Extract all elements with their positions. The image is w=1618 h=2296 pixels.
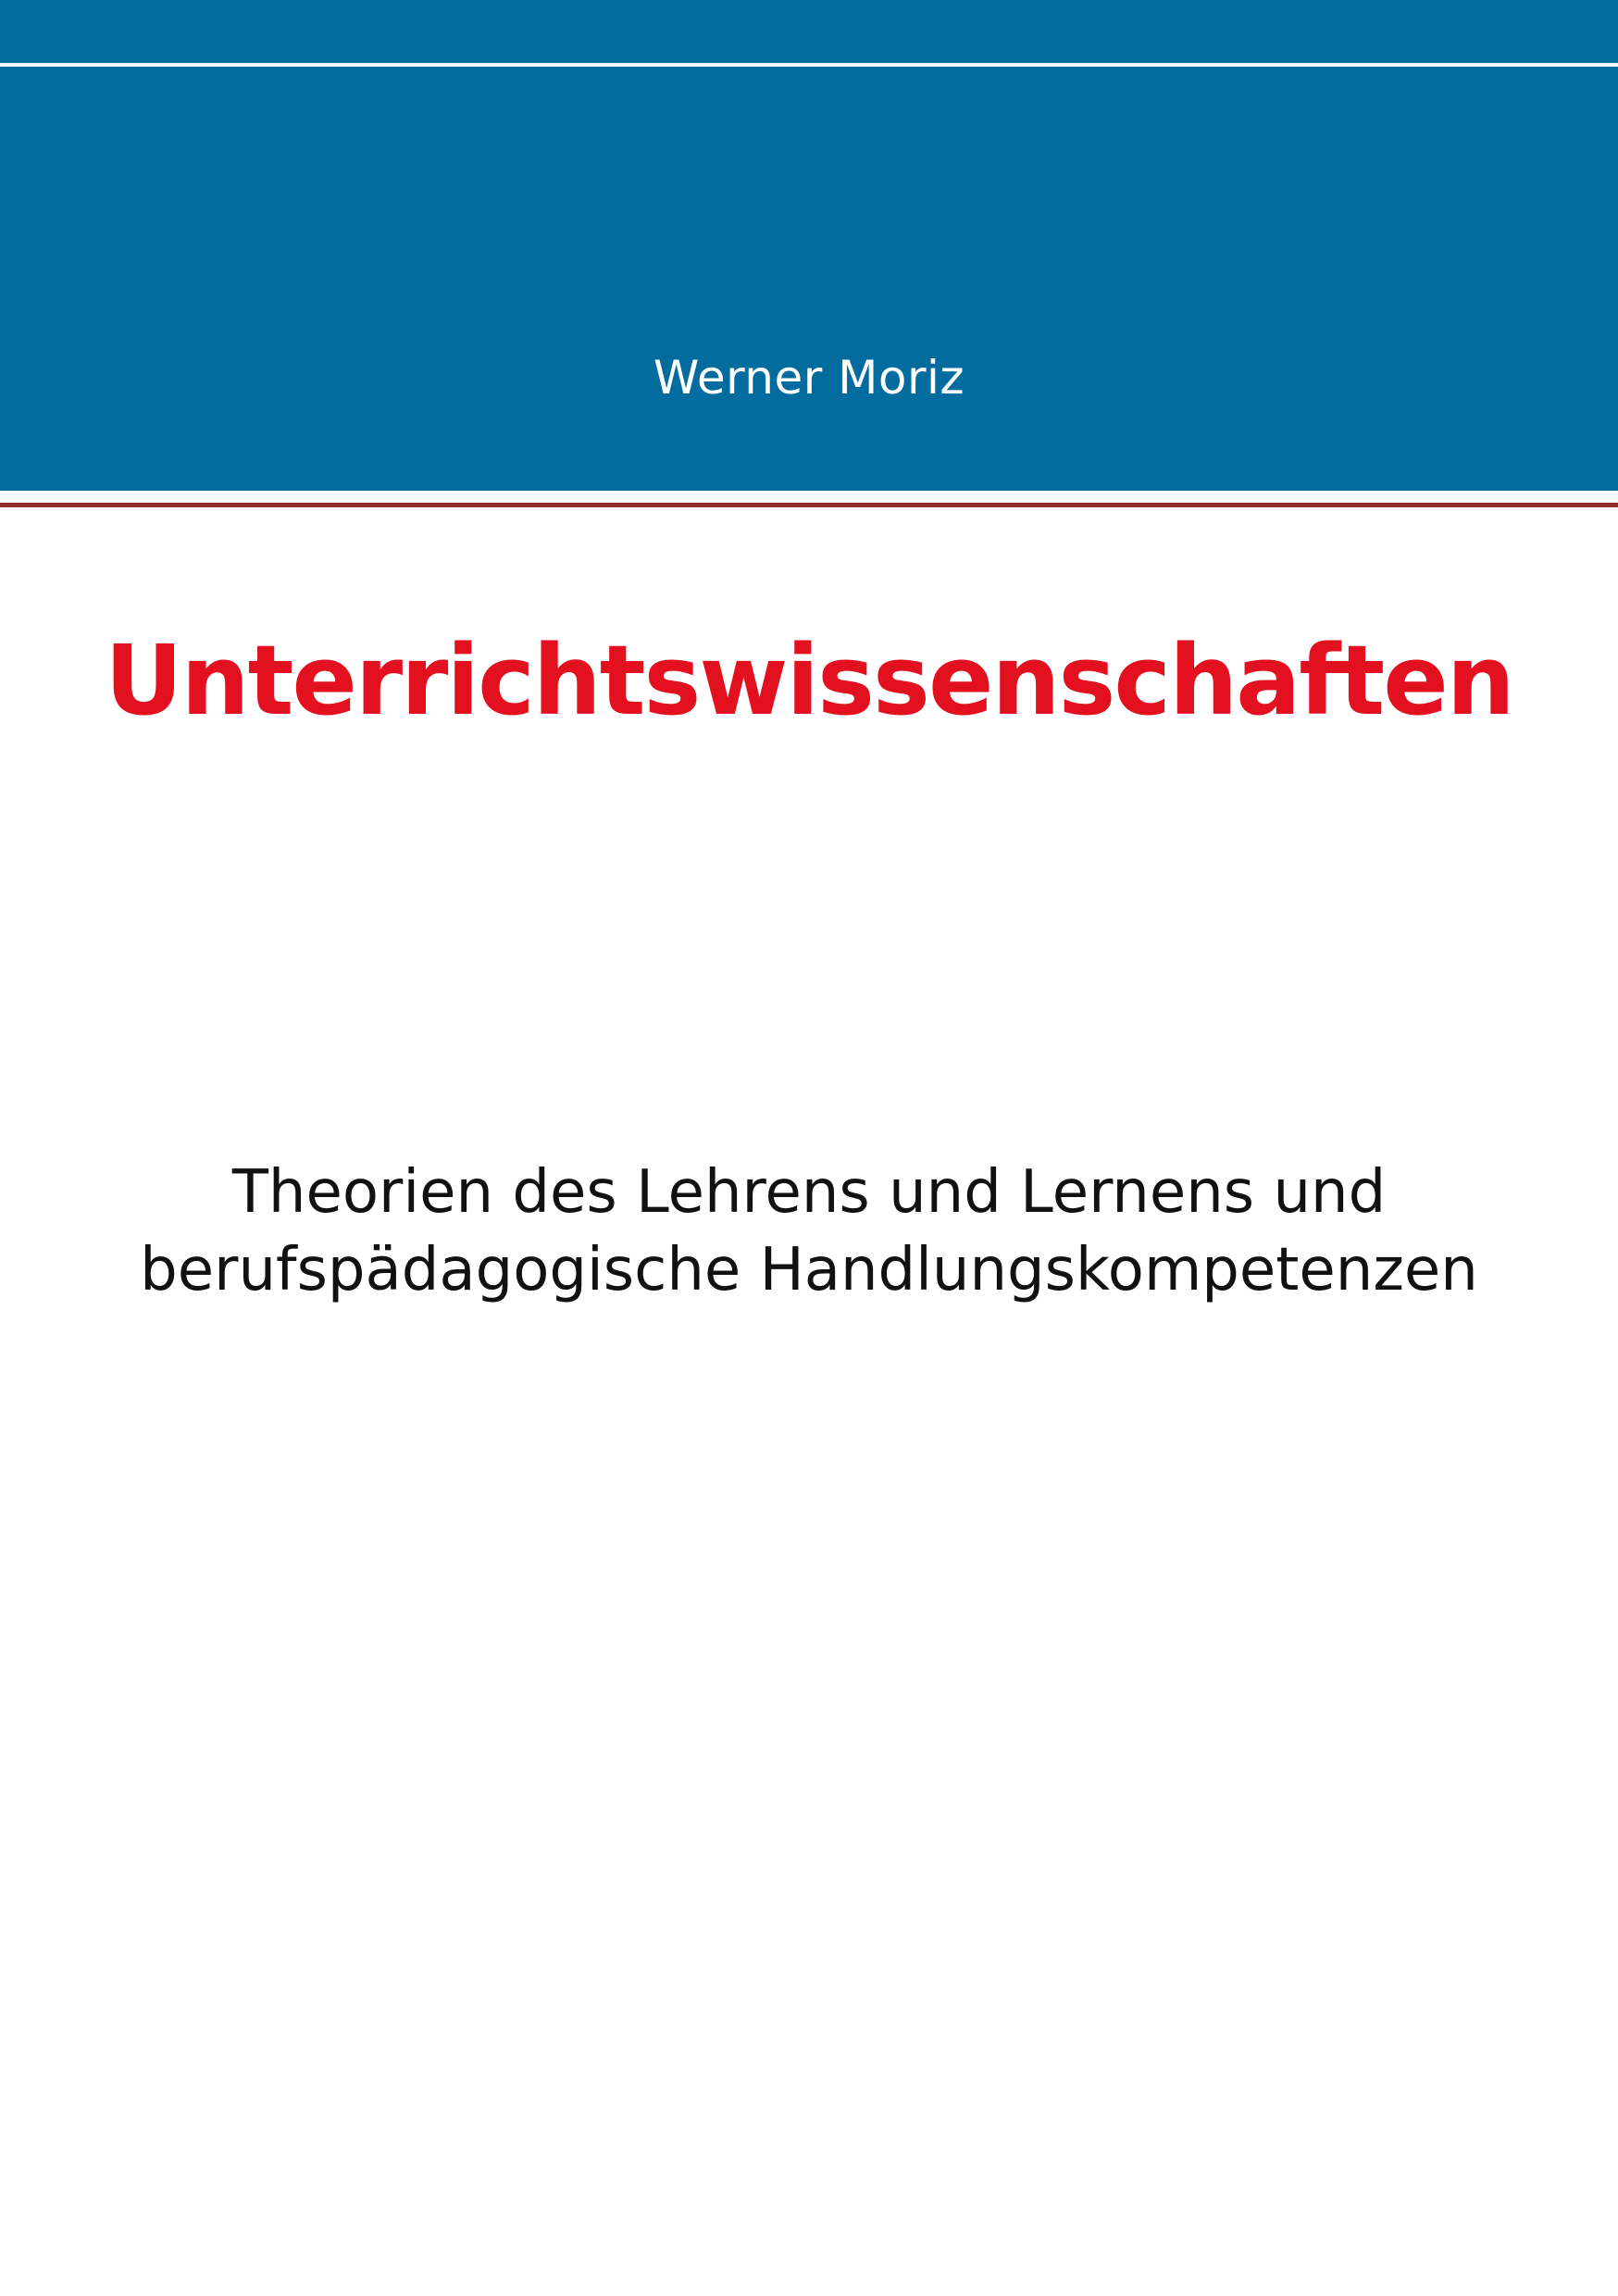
subtitle-line-2: berufspädagogische Handlungskompetenzen — [140, 1236, 1478, 1304]
top-rule — [0, 63, 1618, 67]
book-subtitle — [0, 1154, 1618, 1309]
accent-rule — [0, 503, 1618, 507]
subtitle-line-1: Theorien des Lehrens und Lernens und — [231, 1158, 1387, 1227]
book-title: Unterrichtswissenschaften — [105, 624, 1513, 737]
author-name: Werner Moriz — [653, 351, 965, 405]
header-band — [0, 0, 1618, 491]
